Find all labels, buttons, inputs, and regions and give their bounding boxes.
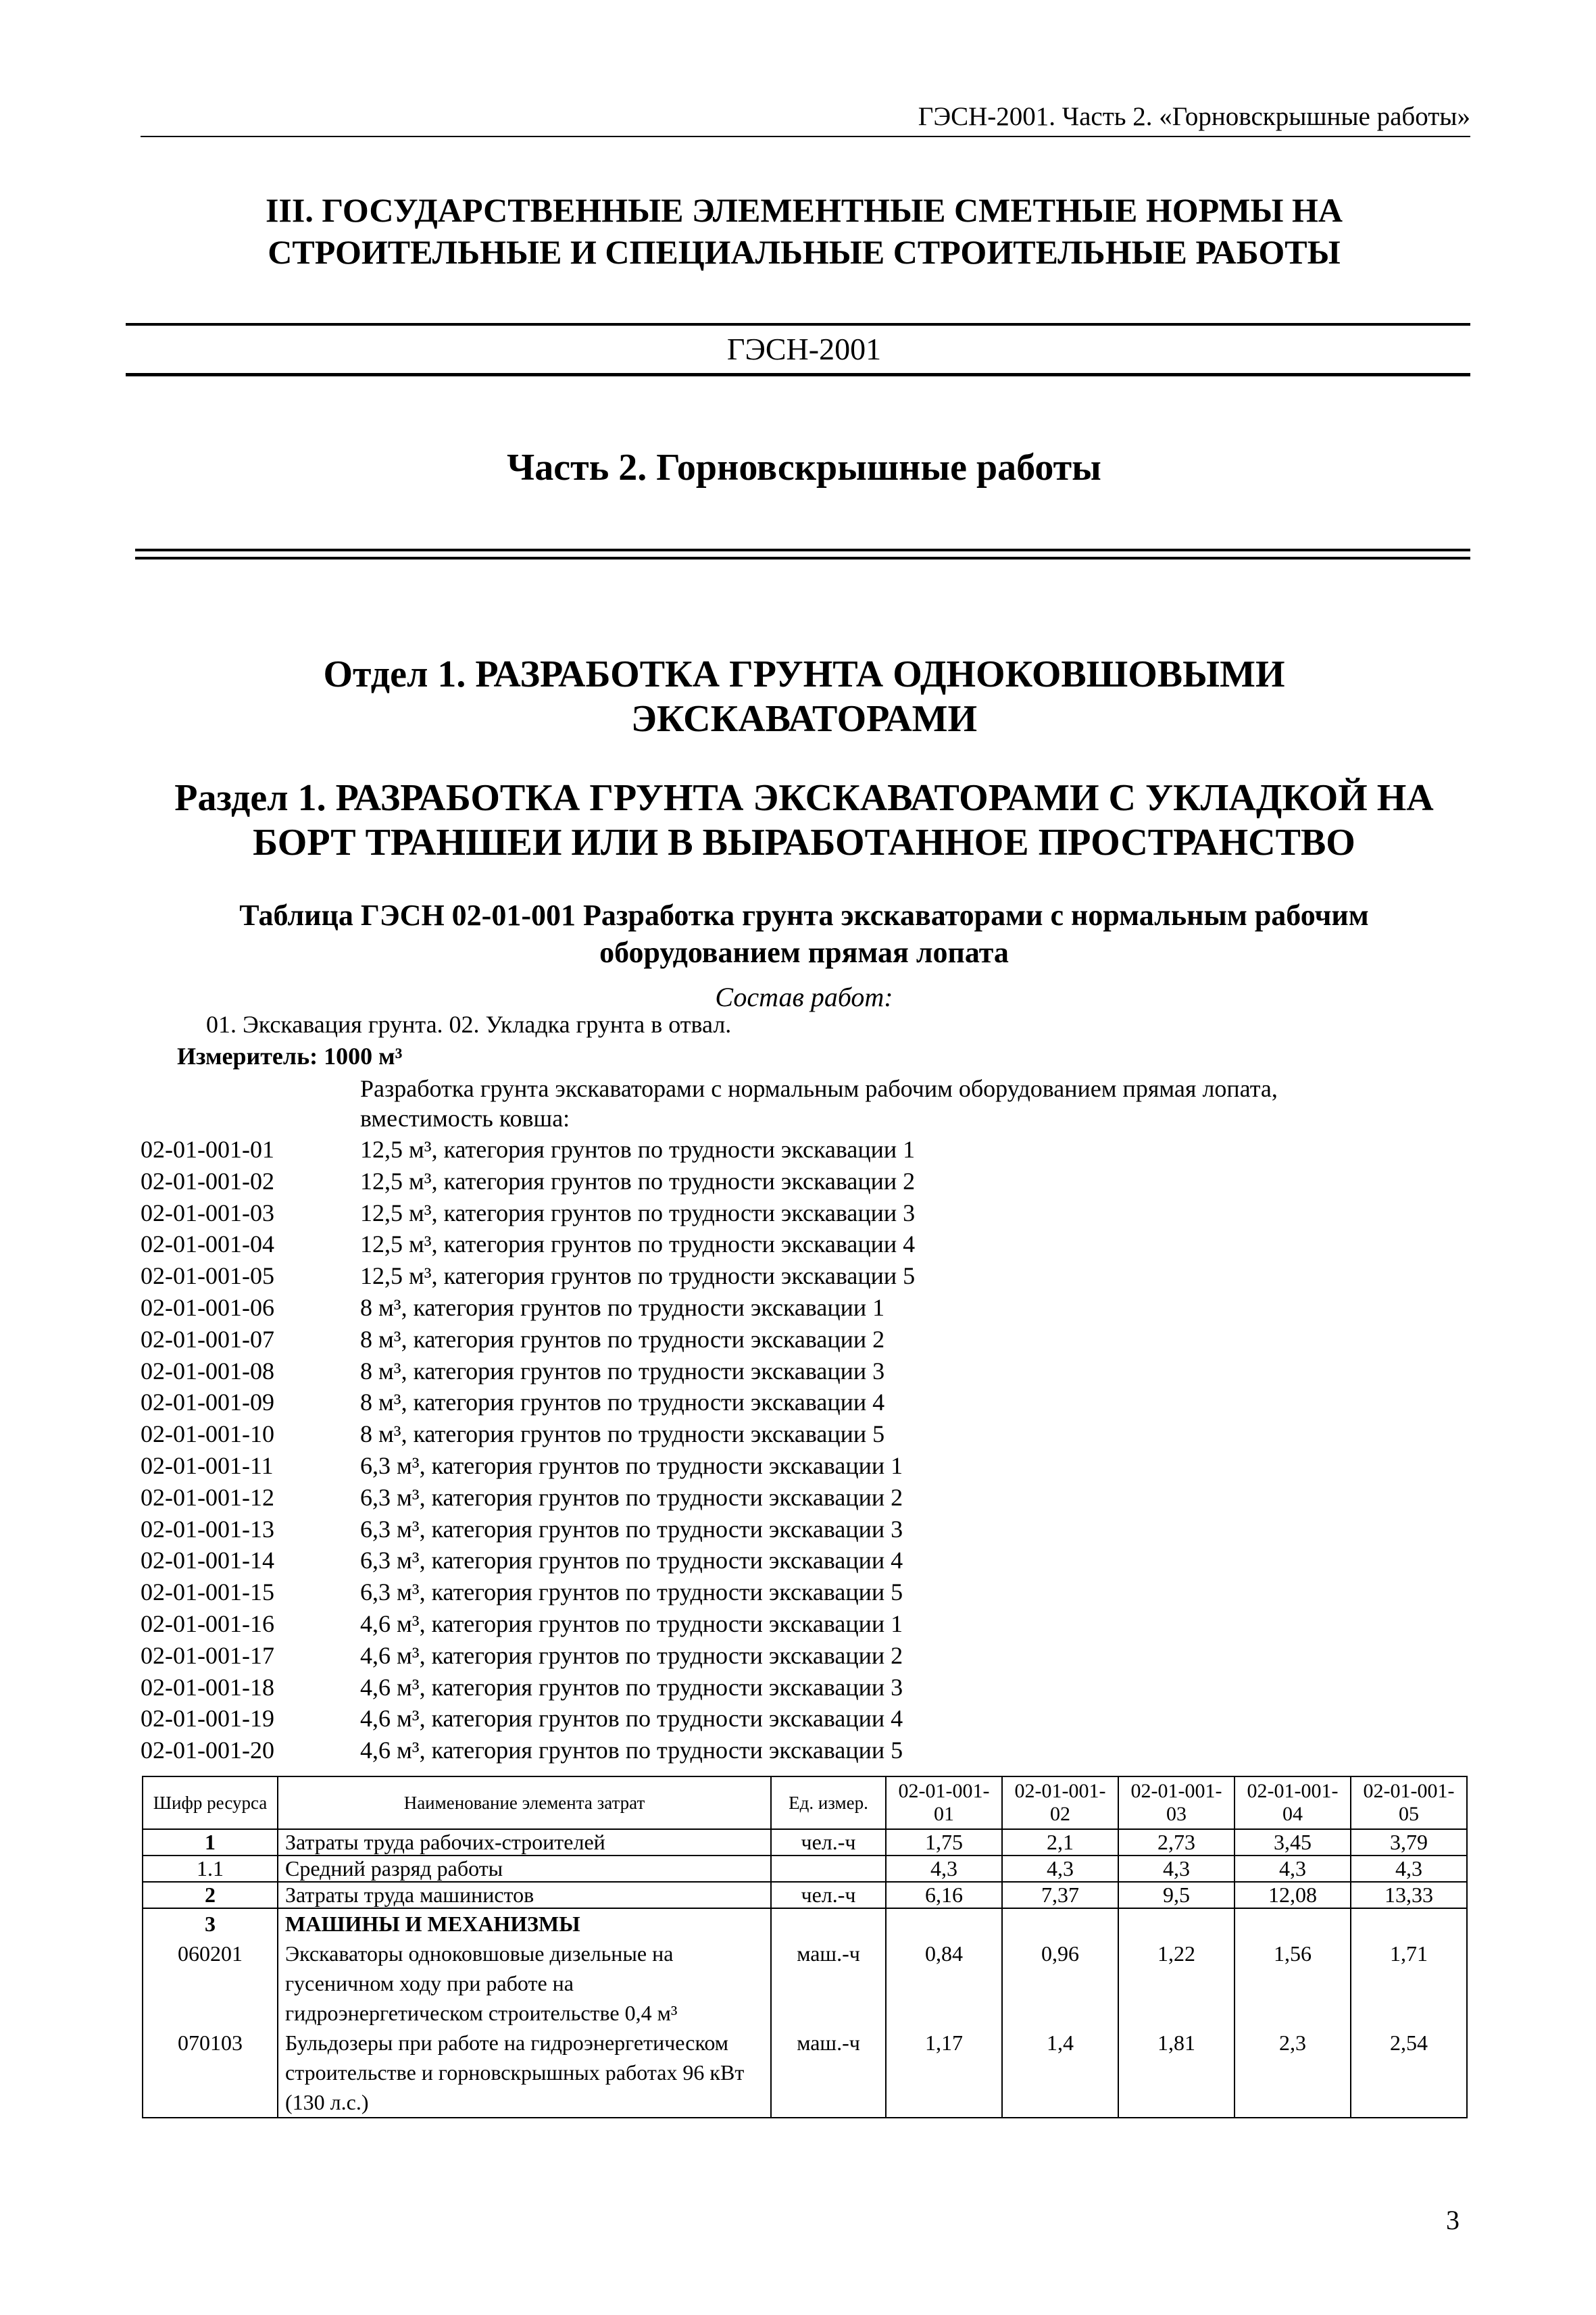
row-value: 9,5 xyxy=(1118,1882,1235,1908)
machines-section-title: МАШИНЫ И МЕХАНИЗМЫ xyxy=(285,1912,580,1936)
list-item xyxy=(141,1576,915,1608)
description-line2: вместимость ковша: xyxy=(360,1105,570,1132)
machine-value: 2,3 xyxy=(1279,2031,1306,2055)
section-title xyxy=(135,776,1473,865)
list-item xyxy=(141,1545,915,1576)
department-line2: ЭКСКАВАТОРАМИ xyxy=(630,698,978,740)
list-item xyxy=(141,1292,915,1324)
item-text: 12,5 м³, категория грунтов по трудности экскавации 5 xyxy=(360,1262,916,1290)
item-code: 02-01-001-13 xyxy=(141,1515,274,1543)
row-name: Средний разряд работы xyxy=(278,1856,771,1882)
row-unit: чел.-ч xyxy=(771,1829,886,1856)
item-code: 02-01-001-02 xyxy=(141,1167,274,1195)
item-text: 4,6 м³, категория грунтов по трудности экскавации 5 xyxy=(360,1737,903,1764)
list-item xyxy=(141,1387,915,1418)
item-text: 8 м³, категория грунтов по трудности экскавации 5 xyxy=(360,1420,885,1448)
list-item xyxy=(141,1418,915,1450)
row-unit: чел.-ч xyxy=(771,1882,886,1908)
header-col: 02-01-001-04 xyxy=(1235,1776,1351,1829)
list-item xyxy=(141,1355,915,1387)
machine-value: 0,96 xyxy=(1041,1941,1079,1966)
item-code: 02-01-001-16 xyxy=(141,1610,274,1637)
item-code: 02-01-001-20 xyxy=(141,1737,274,1764)
item-code: 02-01-001-07 xyxy=(141,1325,274,1353)
item-text: 8 м³, категория грунтов по трудности экскавации 4 xyxy=(360,1389,885,1416)
item-code: 02-01-001-18 xyxy=(141,1673,274,1701)
row-unit xyxy=(771,1856,886,1882)
item-text: 6,3 м³, категория грунтов по трудности экскавации 4 xyxy=(360,1547,903,1574)
machines-section-row xyxy=(143,1908,1467,2118)
main-title-line2: СТРОИТЕЛЬНЫЕ И СПЕЦИАЛЬНЫЕ СТРОИТЕЛЬНЫЕ РАБОТЫ xyxy=(268,233,1341,271)
item-code: 02-01-001-10 xyxy=(141,1420,274,1448)
machine-value: 1,81 xyxy=(1157,2031,1195,2055)
divider-top xyxy=(126,323,1470,326)
row-value: 13,33 xyxy=(1351,1882,1467,1908)
work-composition-text: 01. Экскавация грунта. 02. Укладка грунта в отвал. xyxy=(206,1011,732,1038)
machine-name: Бульдозеры при работе на гидроэнергетическом строительстве и горновскрышных работах 96 кВт (130 л.с.) xyxy=(285,2031,745,2114)
department-title xyxy=(135,652,1473,741)
item-text: 8 м³, категория грунтов по трудности экскавации 3 xyxy=(360,1357,885,1385)
meter-label: Измеритель: 1000 м³ xyxy=(177,1043,403,1070)
item-text: 8 м³, категория грунтов по трудности экскавации 1 xyxy=(360,1293,885,1321)
machine-unit: маш.-ч xyxy=(797,2031,860,2055)
list-item xyxy=(141,1134,915,1166)
divider-double-2 xyxy=(135,557,1470,559)
machine-name: Экскаваторы одноковшовые дизельные на гусеничном ходу при работе на гидроэнергетическом строительстве 0,4 м³ xyxy=(285,1941,678,2025)
item-text: 4,6 м³, категория грунтов по трудности экскавации 2 xyxy=(360,1641,903,1669)
item-code: 02-01-001-04 xyxy=(141,1230,274,1258)
list-item xyxy=(141,1260,915,1292)
list-item xyxy=(141,1640,915,1672)
table-row xyxy=(143,1882,1467,1908)
table-header-row xyxy=(143,1776,1467,1829)
main-title-line1: III. ГОСУДАРСТВЕННЫЕ ЭЛЕМЕНТНЫЕ СМЕТНЫЕ НОРМЫ НА xyxy=(265,191,1343,229)
section-line1: Раздел 1. РАЗРАБОТКА ГРУНТА ЭКСКАВАТОРАМИ С УКЛАДКОЙ НА xyxy=(174,777,1434,819)
item-code: 02-01-001-19 xyxy=(141,1705,274,1733)
row-value: 1,75 xyxy=(886,1829,1002,1856)
description-line1: Разработка грунта экскаваторами с нормальным рабочим оборудованием прямая лопата, xyxy=(360,1075,1278,1102)
divider-gesn xyxy=(126,373,1470,376)
row-code: 2 xyxy=(143,1882,278,1908)
norm-items-list xyxy=(141,1134,915,1766)
table-title-line1: Таблица ГЭСН 02-01-001 Разработка грунта экскаваторами с нормальным рабочим xyxy=(239,899,1369,932)
header-col: 02-01-001-03 xyxy=(1118,1776,1235,1829)
row-value: 4,3 xyxy=(1118,1856,1235,1882)
item-code: 02-01-001-05 xyxy=(141,1262,274,1290)
item-text: 4,6 м³, категория грунтов по трудности экскавации 4 xyxy=(360,1705,903,1733)
table-row xyxy=(143,1856,1467,1882)
header-unit: Ед. измер. xyxy=(771,1776,886,1829)
gesn-label: ГЭСН-2001 xyxy=(726,332,882,366)
item-text: 4,6 м³, категория грунтов по трудности экскавации 3 xyxy=(360,1673,903,1701)
list-item xyxy=(141,1672,915,1703)
list-item xyxy=(141,1228,915,1260)
machine-code: 070103 xyxy=(178,2031,243,2055)
main-title xyxy=(135,189,1473,273)
header-col: 02-01-001-02 xyxy=(1002,1776,1118,1829)
machines-section-code: 3 xyxy=(205,1912,216,1936)
item-text: 12,5 м³, категория грунтов по трудности экскавации 1 xyxy=(360,1136,916,1163)
list-item xyxy=(141,1703,915,1735)
list-item xyxy=(141,1482,915,1514)
row-value: 4,3 xyxy=(886,1856,1002,1882)
item-code: 02-01-001-14 xyxy=(141,1547,274,1574)
item-code: 02-01-001-17 xyxy=(141,1641,274,1669)
header-name: Наименование элемента затрат xyxy=(278,1776,771,1829)
item-text: 6,3 м³, категория грунтов по трудности экскавации 2 xyxy=(360,1483,903,1511)
machine-value: 1,4 xyxy=(1047,2031,1074,2055)
item-text: 12,5 м³, категория грунтов по трудности экскавации 4 xyxy=(360,1230,916,1258)
row-value: 3,79 xyxy=(1351,1829,1467,1856)
resource-table xyxy=(142,1776,1468,2118)
machine-code: 060201 xyxy=(178,1941,243,1966)
row-value: 4,3 xyxy=(1235,1856,1351,1882)
item-text: 6,3 м³, категория грунтов по трудности экскавации 3 xyxy=(360,1515,903,1543)
list-item xyxy=(141,1514,915,1545)
department-line1: Отдел 1. РАЗРАБОТКА ГРУНТА ОДНОКОВШОВЫМИ xyxy=(323,653,1285,695)
running-header: ГЭСН-2001. Часть 2. «Горновскрышные работы» xyxy=(141,101,1470,137)
row-value: 2,1 xyxy=(1002,1829,1118,1856)
list-item xyxy=(141,1608,915,1640)
list-item xyxy=(141,1450,915,1482)
item-text: 12,5 м³, категория грунтов по трудности экскавации 3 xyxy=(360,1199,916,1226)
row-name: Затраты труда машинистов xyxy=(278,1882,771,1908)
header-code: Шифр ресурса xyxy=(143,1776,278,1829)
item-text: 4,6 м³, категория грунтов по трудности экскавации 1 xyxy=(360,1610,903,1637)
item-text: 12,5 м³, категория грунтов по трудности экскавации 2 xyxy=(360,1167,916,1195)
item-text: 6,3 м³, категория грунтов по трудности экскавации 5 xyxy=(360,1578,903,1606)
list-item xyxy=(141,1735,915,1766)
work-composition-label: Состав работ: xyxy=(715,982,893,1012)
item-text: 6,3 м³, категория грунтов по трудности экскавации 1 xyxy=(360,1451,903,1479)
row-value: 6,16 xyxy=(886,1882,1002,1908)
part-title: Часть 2. Горновскрышные работы xyxy=(507,447,1101,489)
row-value: 3,45 xyxy=(1235,1829,1351,1856)
list-item xyxy=(141,1197,915,1229)
machine-unit: маш.-ч xyxy=(797,1941,860,1966)
row-value: 4,3 xyxy=(1351,1856,1467,1882)
item-code: 02-01-001-12 xyxy=(141,1483,274,1511)
table-title-line2: оборудованием прямая лопата xyxy=(599,936,1009,969)
item-code: 02-01-001-03 xyxy=(141,1199,274,1226)
header-col: 02-01-001-01 xyxy=(886,1776,1002,1829)
section-line2: БОРТ ТРАНШЕИ ИЛИ В ВЫРАБОТАННОЕ ПРОСТРАНСТВО xyxy=(253,822,1355,864)
machine-value: 0,84 xyxy=(925,1941,963,1966)
machine-value: 2,54 xyxy=(1390,2031,1428,2055)
item-code: 02-01-001-09 xyxy=(141,1389,274,1416)
machine-value: 1,71 xyxy=(1390,1941,1428,1966)
row-value: 12,08 xyxy=(1235,1882,1351,1908)
machine-value: 1,56 xyxy=(1274,1941,1312,1966)
item-text: 8 м³, категория грунтов по трудности экскавации 2 xyxy=(360,1325,885,1353)
row-code: 1 xyxy=(143,1829,278,1856)
item-code: 02-01-001-06 xyxy=(141,1293,274,1321)
table-row xyxy=(143,1829,1467,1856)
row-name: Затраты труда рабочих-строителей xyxy=(278,1829,771,1856)
page-number: 3 xyxy=(1446,2205,1460,2235)
machine-value: 1,22 xyxy=(1157,1941,1195,1966)
list-item xyxy=(141,1324,915,1355)
row-value: 4,3 xyxy=(1002,1856,1118,1882)
item-code: 02-01-001-11 xyxy=(141,1451,274,1479)
table-title xyxy=(135,897,1473,971)
divider-double-1 xyxy=(135,549,1470,551)
row-value: 7,37 xyxy=(1002,1882,1118,1908)
list-item xyxy=(141,1166,915,1197)
item-code: 02-01-001-15 xyxy=(141,1578,274,1606)
item-code: 02-01-001-01 xyxy=(141,1136,274,1163)
machine-value: 1,17 xyxy=(925,2031,963,2055)
header-col: 02-01-001-05 xyxy=(1351,1776,1467,1829)
item-code: 02-01-001-08 xyxy=(141,1357,274,1385)
row-code: 1.1 xyxy=(143,1856,278,1882)
row-value: 2,73 xyxy=(1118,1829,1235,1856)
